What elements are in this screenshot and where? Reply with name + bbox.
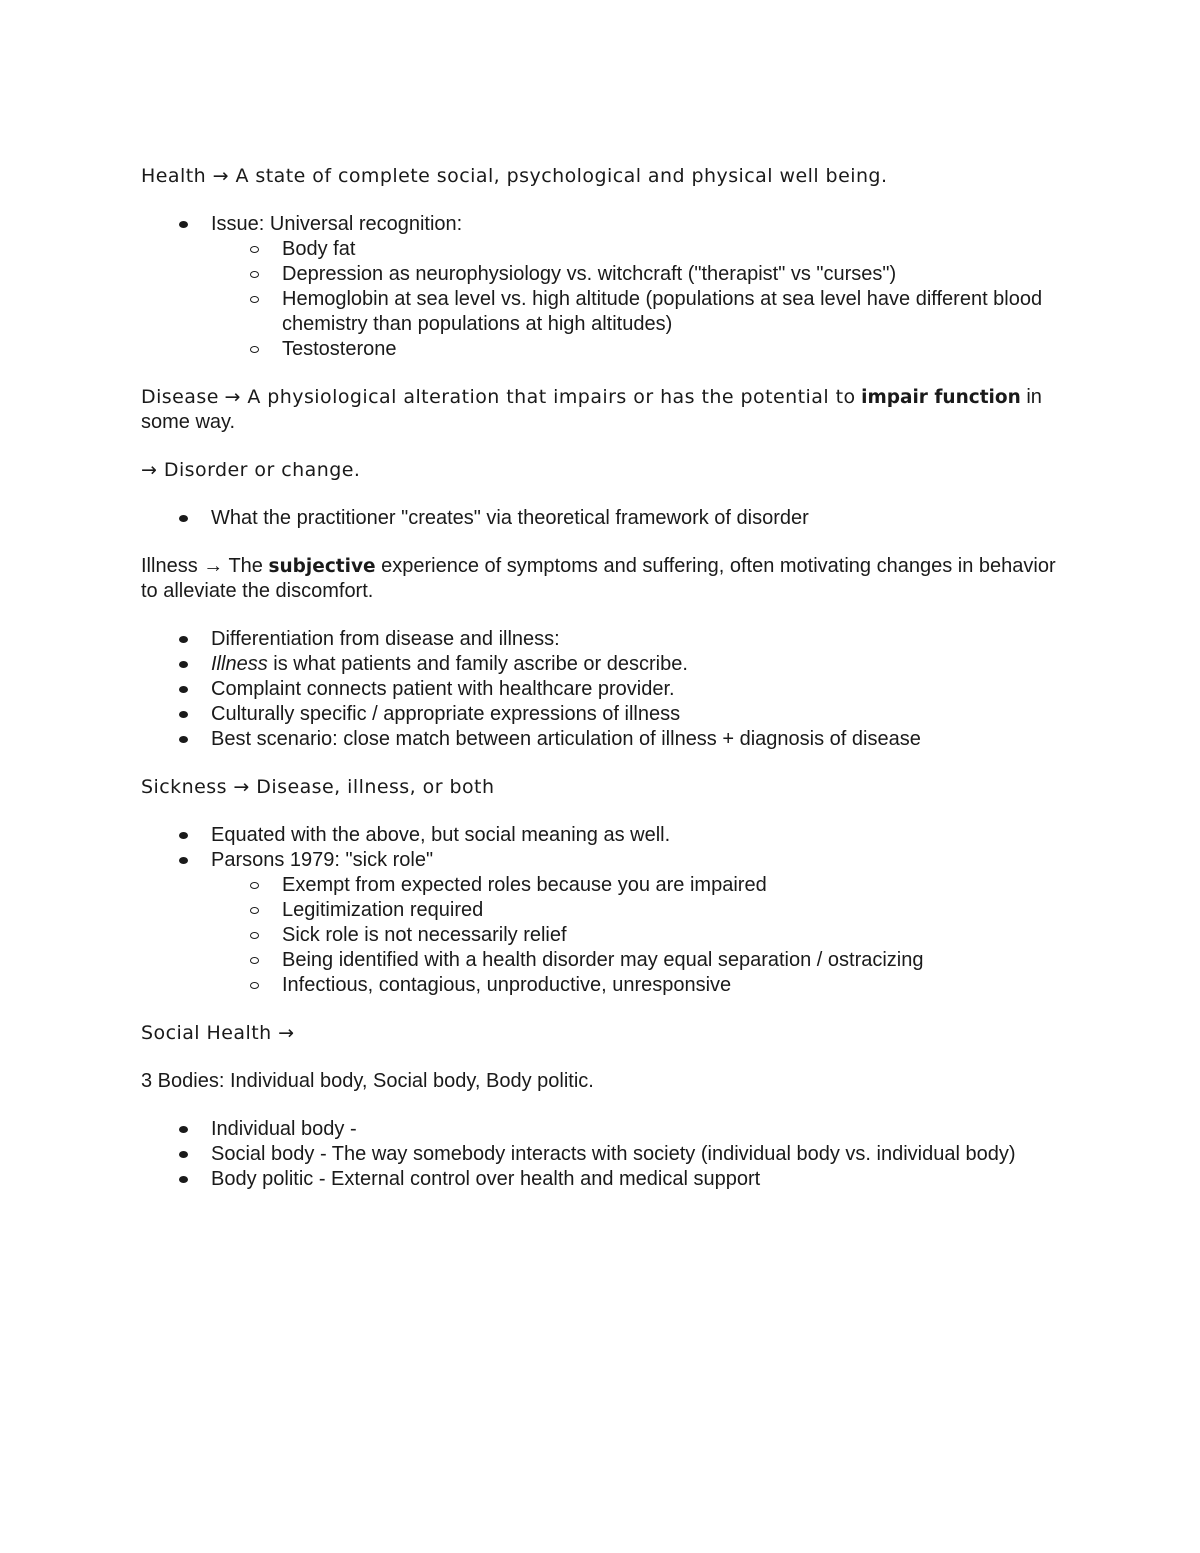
health-sub-list	[211, 237, 1061, 362]
circle-bullet-icon	[250, 932, 259, 939]
circle-bullet-icon	[250, 346, 259, 353]
circle-bullet-icon	[250, 296, 259, 303]
list-item: Illness is what patients and family ascribe or describe.	[141, 652, 1061, 677]
illness-definition-bold: subjective	[268, 556, 376, 577]
list-item: What the practitioner "creates" via theoretical framework of disorder	[141, 506, 1061, 531]
sickness-definition: → Disease, illness, or both	[233, 776, 495, 798]
list-item: Culturally specific / appropriate expressions of illness	[141, 702, 1061, 727]
bullet-icon	[179, 515, 188, 522]
list-item	[141, 212, 1061, 362]
bullet-icon	[179, 736, 188, 743]
disease-definition-end: in some way.	[141, 386, 1042, 433]
bullet-icon	[179, 1151, 188, 1158]
illness-term: Illness	[141, 555, 198, 577]
health-paragraph	[141, 164, 1061, 189]
social-health-line: Social Health →	[141, 1022, 295, 1044]
bullet-icon	[179, 221, 188, 228]
bodies-line: 3 Bodies: Individual body, Social body, Body politic.	[141, 1070, 594, 1092]
list-item: Social body - The way somebody interacts with society (individual body vs. individual body)	[141, 1142, 1061, 1167]
list-item: Equated with the above, but social meaning as well.	[141, 823, 1061, 848]
health-term: Health	[141, 165, 207, 187]
bullet-icon	[179, 686, 188, 693]
bodies-bullet-list	[141, 1117, 1061, 1192]
sub-list-item: Infectious, contagious, unproductive, unresponsive	[141, 973, 1061, 998]
sickness-paragraph	[141, 775, 1061, 800]
document-page	[141, 164, 1061, 1215]
bullet-icon	[179, 1176, 188, 1183]
bullet-icon	[179, 661, 188, 668]
sub-list-item: Sick role is not necessarily relief	[141, 923, 1061, 948]
illness-definition-start: → The	[203, 555, 263, 577]
health-definition: → A state of complete social, psychological and physical well being.	[212, 165, 888, 187]
sickness-term: Sickness	[141, 776, 227, 798]
sub-list-item: Legitimization required	[141, 898, 1061, 923]
bullet-icon	[179, 832, 188, 839]
disorder-line: → Disorder or change.	[141, 459, 361, 481]
illness-paragraph	[141, 554, 1061, 604]
sickness-sub-list	[211, 873, 1061, 998]
illness-bullet-list	[141, 627, 1061, 752]
bullet-icon	[179, 1126, 188, 1133]
list-item: Individual body -	[141, 1117, 1061, 1142]
disease-term: Disease	[141, 386, 219, 408]
disease-definition-start: → A physiological alteration that impairs or has the potential to	[224, 386, 856, 408]
list-item: Best scenario: close match between articulation of illness + diagnosis of disease	[141, 727, 1061, 752]
list-item: Body politic - External control over health and medical support	[141, 1167, 1061, 1192]
sub-list-item: Depression as neurophysiology vs. witchcraft ("therapist" vs "curses")	[141, 262, 1061, 287]
bullet-icon	[179, 857, 188, 864]
list-item-text: Issue: Universal recognition:	[211, 213, 463, 235]
disease-definition-bold: impair function	[861, 387, 1021, 408]
sub-list-item: Testosterone	[141, 337, 1061, 362]
illness-italic-word: Illness	[211, 653, 268, 675]
sub-list-item: Exempt from expected roles because you are impaired	[141, 873, 1061, 898]
list-item: Differentiation from disease and illness:	[141, 627, 1061, 652]
bullet-icon	[179, 636, 188, 643]
sub-list-item: Hemoglobin at sea level vs. high altitude (populations at sea level have different blood chemistry than populations at high altitudes)	[141, 287, 1061, 337]
circle-bullet-icon	[250, 271, 259, 278]
disease-paragraph	[141, 385, 1061, 435]
disorder-bullet-list	[141, 506, 1061, 531]
sub-list-item: Being identified with a health disorder may equal separation / ostracizing	[141, 948, 1061, 973]
circle-bullet-icon	[250, 882, 259, 889]
sickness-bullet-list	[141, 823, 1061, 998]
health-bullet-list	[141, 212, 1061, 362]
list-item: Complaint connects patient with healthcare provider.	[141, 677, 1061, 702]
circle-bullet-icon	[250, 246, 259, 253]
circle-bullet-icon	[250, 957, 259, 964]
bullet-icon	[179, 711, 188, 718]
list-item: Parsons 1979: "sick role" Exempt from expected roles because you are impaired Legitimization required Sick role is not necessarily relief Being identified with a health disorder may equal separation / ostracizing Infectious, contagious, unproductive, unresponsive	[141, 848, 1061, 998]
circle-bullet-icon	[250, 982, 259, 989]
circle-bullet-icon	[250, 907, 259, 914]
sub-list-item: Body fat	[141, 237, 1061, 262]
illness-definition-end: experience of symptoms and suffering, often motivating changes in behavior to alleviate the discomfort.	[141, 555, 1056, 602]
